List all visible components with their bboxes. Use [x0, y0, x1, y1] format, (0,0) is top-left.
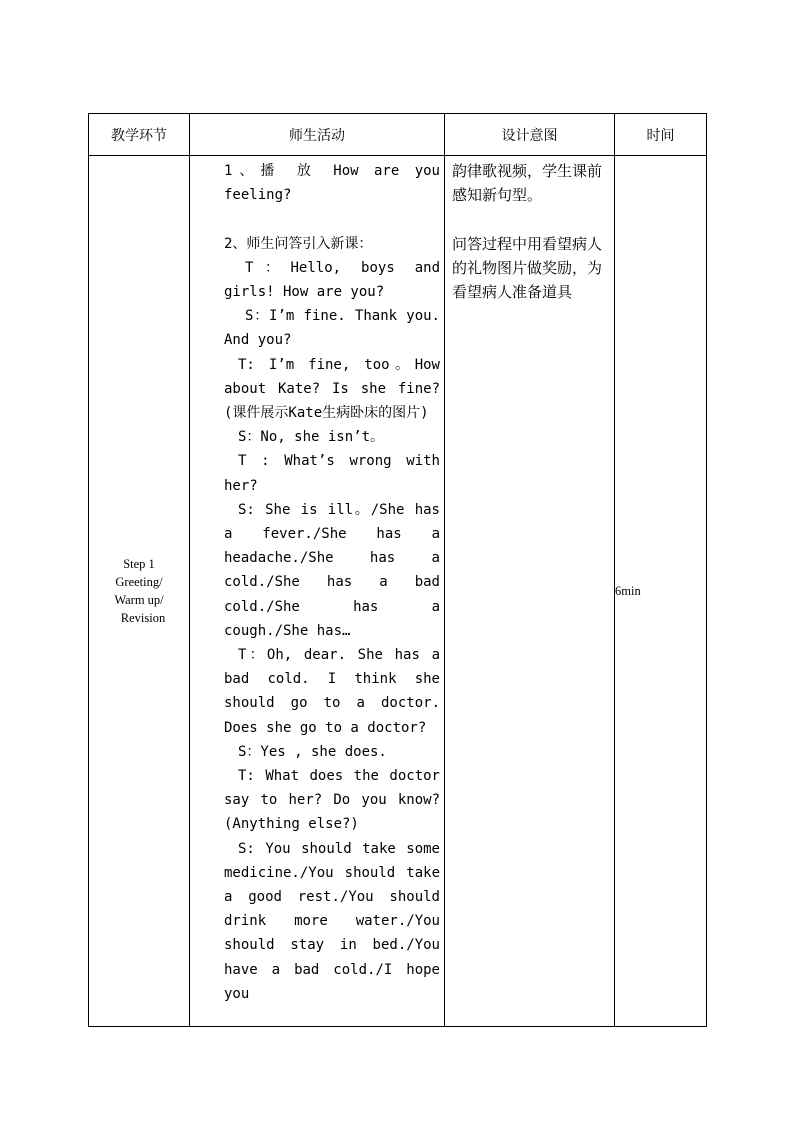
step-label-line: Greeting/ [115, 575, 163, 589]
activity-paragraph: T：Hello, boys and girls! How are you? [224, 259, 440, 300]
header-activities: 师生活动 [190, 114, 445, 156]
header-design-intent: 设计意图 [445, 114, 615, 156]
activity-paragraph: 1、播 放 How are you feeling? [224, 163, 440, 204]
activity-paragraph: S：I’m fine. Thank you. And you? [224, 308, 440, 349]
table-row [89, 156, 707, 1027]
activity-paragraph: S：No, she isn’t。 [238, 429, 385, 446]
step-label-line: Revision [120, 611, 166, 625]
intent-paragraph: 韵律歌视频，学生课前感知新句型。 [452, 162, 603, 205]
activity-paragraph: S：Yes , she does. [238, 743, 387, 760]
intent-paragraph [452, 207, 608, 231]
header-teaching-stage: 教学环节 [89, 114, 190, 156]
intent-text [445, 156, 614, 304]
intent-paragraph: 问答过程中用看望病人的礼物图片做奖励，为看望病人准备道具 [452, 234, 603, 301]
header-time: 时间 [615, 114, 707, 156]
step-label-line: Step 1 [123, 557, 155, 571]
activity-paragraph: S: She is ill。/She has a fever./She has a headache./She has a cold./She has a bad cold./She has a cough./She has… [224, 501, 440, 639]
time-cell: 6min [615, 156, 707, 1027]
step-cell [89, 156, 190, 1027]
activity-paragraph: T: What does the doctor say to her? Do you know?(Anything else?) [224, 768, 440, 833]
lesson-plan-table [88, 113, 707, 1027]
activity-paragraph: 2、师生问答引入新课： [224, 235, 373, 252]
activity-cell [190, 156, 445, 1027]
intent-cell [445, 156, 615, 1027]
activity-paragraph: T: I’m fine, too。How about Kate? Is she fine? (课件展示Kate生病卧床的图片) [224, 356, 440, 422]
activity-text [224, 159, 440, 1006]
step-label-line: Warm up/ [114, 593, 164, 607]
activity-paragraph: T：Oh, dear. She has a bad cold. I think she should go to a doctor. Does she go to a doctor? [224, 647, 440, 736]
activity-paragraph [224, 207, 440, 231]
table-header-row [89, 114, 707, 156]
activity-paragraph: S: You should take some medicine./You should take a good rest./You should drink more water./You should stay in bed./You have a bad cold./I hope you [224, 840, 440, 1002]
activity-paragraph: T : What’s wrong with her? [224, 453, 440, 494]
